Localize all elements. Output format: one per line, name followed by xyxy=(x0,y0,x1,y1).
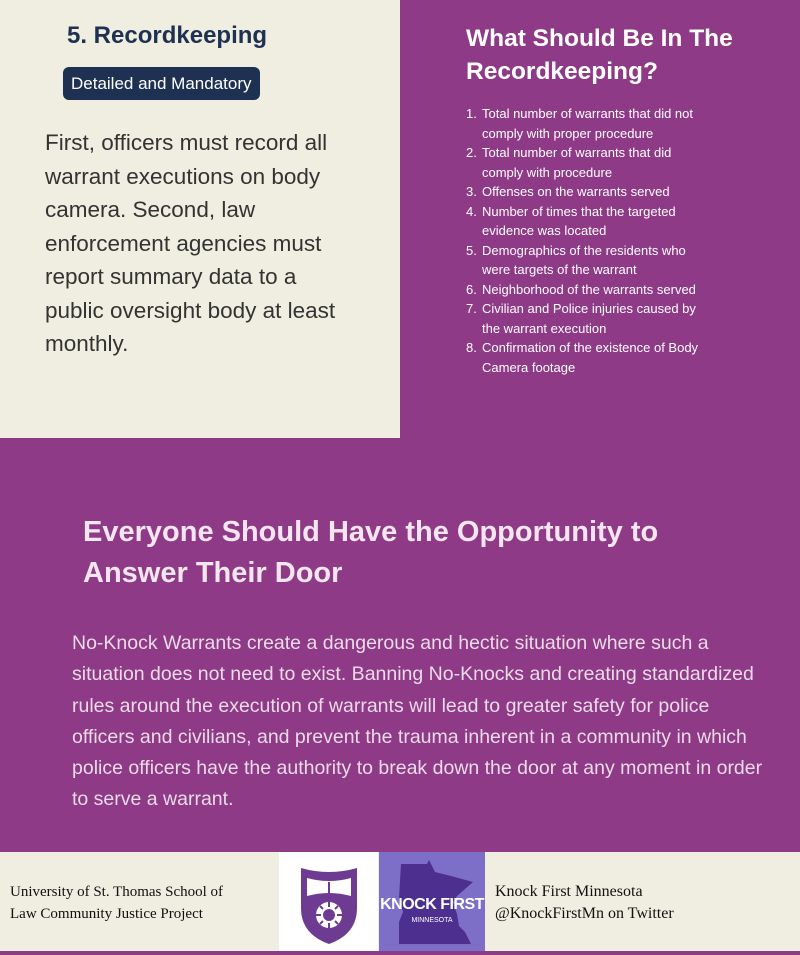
requirement-text: Offenses on the warrants served xyxy=(482,184,670,199)
requirement-number: 6. xyxy=(466,281,477,297)
requirement-item xyxy=(466,338,700,377)
requirement-number: 1. xyxy=(466,106,477,121)
requirements-title: What Should Be In The Recordkeeping? xyxy=(466,25,733,85)
requirement-item xyxy=(466,202,700,241)
requirement-text: Total number of warrants that did comply with procedure xyxy=(482,145,672,180)
requirement-item xyxy=(466,182,700,202)
requirement-item xyxy=(466,241,700,280)
twitter-handle: @KnockFirstMn on Twitter xyxy=(495,905,674,922)
requirement-text: Neighborhood of the warrants served xyxy=(482,281,696,297)
requirement-text: Civilian and Police injuries caused by the warrant execution xyxy=(482,301,696,336)
logo-title: KNOCK FIRST xyxy=(380,896,484,913)
requirement-number: 2. xyxy=(466,145,477,160)
ust-logo xyxy=(279,852,378,951)
closing-headline: Everyone Should Have the Opportunity to Answer Their Door xyxy=(83,516,659,589)
requirement-item xyxy=(466,299,700,338)
closing-body: No-Knock Warrants create a dangerous and hectic situation where such a situation does not need to exist. Banning No-Knocks and creating standardized rules around the execution of warrants will lead to greater safety for police officers and civilians, and prevent the trauma inherent in a community in which police officers have the authority to break down the door at any moment in order to serve a warrant. xyxy=(72,632,763,811)
requirement-text: Confirmation of the existence of Body Camera footage xyxy=(482,340,699,375)
requirement-number: 5. xyxy=(466,242,477,258)
section-body: First, officers must record all warrant executions on body camera. Second, law enforcement agencies must report summary data to a public oversight body at least monthly. xyxy=(45,130,336,356)
requirement-text: Demographics of the residents who were targets of the warrant xyxy=(482,242,686,277)
requirement-item xyxy=(466,143,700,182)
org-name: Knock First Minnesota xyxy=(495,883,643,900)
ust-shield-icon xyxy=(279,852,378,951)
requirement-number: 8. xyxy=(466,340,477,355)
requirement-item xyxy=(466,280,700,300)
recordkeeping-panel xyxy=(0,0,400,438)
requirements-list xyxy=(466,104,700,377)
requirement-number: 3. xyxy=(466,184,477,199)
requirement-text: Total number of warrants that did not comply with proper procedure xyxy=(482,106,694,141)
requirement-number: 4. xyxy=(466,203,477,219)
logo-subtitle: MINNESOTA xyxy=(409,916,455,926)
section-title: 5. Recordkeeping xyxy=(67,22,268,49)
footer xyxy=(0,852,800,951)
footer-institution: University of St. Thomas School of Law Community Justice Project xyxy=(10,884,224,922)
section-badge: Detailed and Mandatory xyxy=(63,67,260,100)
footer-contact xyxy=(495,881,795,925)
requirement-text: Number of times that the targeted evidence was located xyxy=(482,203,676,238)
knock-first-logo xyxy=(379,852,485,951)
requirement-number: 7. xyxy=(466,301,477,316)
requirement-item xyxy=(466,104,700,143)
